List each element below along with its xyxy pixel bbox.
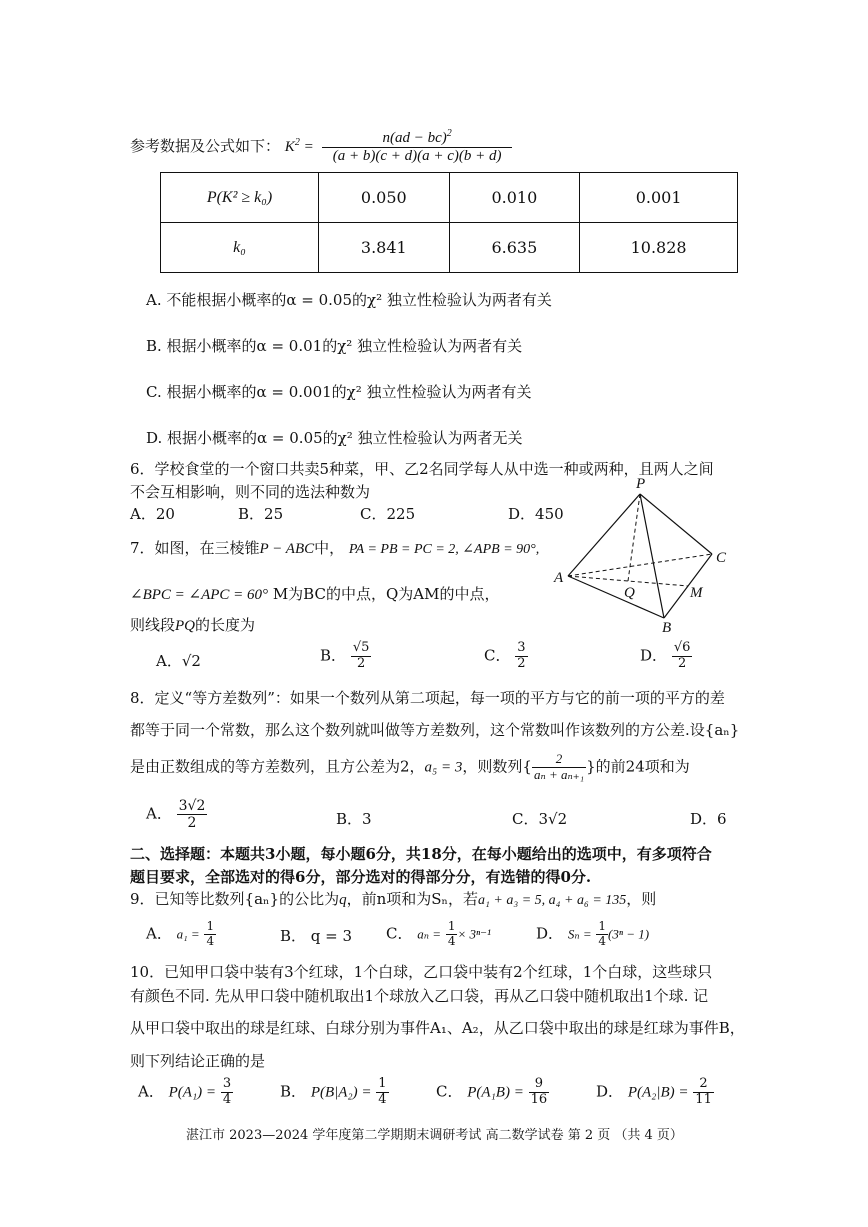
- q8-line1: 8．定义“等方差数列”：如果一个数列从第二项起，每一项的平方与它的前一项的平方的差: [130, 689, 725, 707]
- k2-symbol: $K^2$ =: [284, 136, 314, 155]
- label-c: C: [716, 550, 727, 566]
- table-cell: 6.635: [449, 223, 580, 273]
- edge-pa: [568, 494, 640, 576]
- q10-line2: 有颜色不同. 先从甲口袋中随机取出1个球放入乙口袋，再从乙口袋中随机取出1个球. 记: [130, 987, 709, 1005]
- q6-line2: 不会互相影响，则不同的选法种数为: [130, 483, 371, 501]
- q9-option-c: C． aₙ = $\frac{1}{4}$ × 3ⁿ⁻¹: [386, 919, 491, 948]
- section2-line1: 二、选择题：本题共3小题，每小题6分，共18分，在每小题给出的选项中，有多项符合: [130, 845, 712, 863]
- table-cell: 3.841: [319, 223, 450, 273]
- q6-option-a: A．20: [130, 505, 175, 523]
- table-row: [161, 223, 738, 273]
- q6-option-b: B．25: [238, 505, 284, 523]
- table-cell: 0.050: [319, 173, 450, 223]
- edge-pc: [640, 494, 712, 554]
- table-cell: 10.828: [580, 223, 738, 273]
- label-p: P: [636, 476, 646, 492]
- pyramid-figure: [548, 472, 738, 634]
- q10-line3: 从甲口袋中取出的球是红球、白球分别为事件A₁、A₂，从乙口袋中取出的球是红球为事件B，: [130, 1019, 745, 1037]
- q5-option-b: B. 根据小概率的α = 0.01的χ² 独立性检验认为两者有关: [146, 337, 523, 355]
- edge-ab: [568, 576, 664, 618]
- q8-option-c: C．3√2: [512, 810, 568, 828]
- table-header-p: P(K² ≥ k₀): [161, 173, 319, 223]
- q6-line1: 6．学校食堂的一个窗口共卖5种菜，甲、乙2名同学每人从中选一种或两种，且两人之间: [130, 460, 714, 478]
- table-cell: 0.010: [449, 173, 580, 223]
- q9-option-b: B． q = 3: [280, 927, 353, 945]
- k2-formula-fraction: $\frac{n(ad - bc)^2}{(a + b)(c + d)(a + c)(b + d)}$: [322, 128, 511, 166]
- segment-pq: [628, 494, 640, 581]
- q8-option-a: A． $\frac{3√2}{2}$: [146, 798, 206, 832]
- label-b: B: [662, 620, 672, 634]
- q10-line4: 则下列结论正确的是: [130, 1052, 266, 1070]
- table-cell: 0.001: [580, 173, 738, 223]
- q7-line1: 7．如图，在三棱锥P − ABC中， PA = PB = PC = 2, ∠APB = 90°,: [130, 539, 540, 557]
- table-row: [161, 173, 738, 223]
- reference-label: 参考数据及公式如下：: [130, 136, 281, 155]
- critical-value-table: [160, 172, 738, 273]
- label-q: Q: [624, 585, 635, 601]
- edge-pb: [640, 494, 664, 618]
- q9-line1: 9．已知等比数列{aₙ}的公比为q，前n项和为Sₙ，若a₁ + a₃ = 5, a₄ + a₆ = 135，则: [130, 890, 657, 908]
- q5-option-c: C. 根据小概率的α = 0.001的χ² 独立性检验认为两者有关: [146, 383, 532, 401]
- edge-ac-hidden: [568, 554, 712, 576]
- q9-option-d: D． Sₙ = $\frac{1}{4}$ (3ⁿ − 1): [536, 919, 650, 948]
- q8-line2: 都等于同一个常数，那么这个数列就叫做等方差数列，这个常数叫作该数列的方公差.设{aₙ}: [130, 721, 740, 739]
- q5-option-a: A. 不能根据小概率的α = 0.05的χ² 独立性检验认为两者有关: [146, 291, 552, 309]
- q6-option-d: D．450: [508, 505, 564, 523]
- reference-formula: [130, 128, 512, 166]
- q10-line1: 10．已知甲口袋中装有3个红球，1个白球，乙口袋中装有2个红球，1个白球，这些球只: [130, 963, 713, 981]
- label-m: M: [690, 585, 703, 601]
- page-footer: 湛江市 2023—2024 学年度第二学期期末调研考试 高二数学试卷 第 2 页 （共 4 页）: [186, 1128, 683, 1143]
- q8-option-d: D．6: [690, 810, 727, 828]
- q6-option-c: C．225: [360, 505, 416, 523]
- q10-option-c: C． P(A₁B) = $\frac{9}{16}$: [436, 1076, 548, 1107]
- q7-line3: 则线段PQ的长度为: [130, 616, 256, 634]
- q7-option-a: A．√2: [156, 652, 201, 670]
- label-a: A: [554, 570, 564, 586]
- q10-option-d: D． P(A₂|B) = $\frac{2}{11}$: [596, 1076, 712, 1107]
- q7-option-d: D． $\frac{√6}{2}$: [640, 640, 691, 671]
- q5-option-d: D. 根据小概率的α = 0.05的χ² 独立性检验认为两者无关: [146, 429, 523, 447]
- q8-option-b: B．3: [336, 810, 372, 828]
- q7-option-b: B． $\frac{√5}{2}$: [320, 640, 370, 671]
- q9-option-a: A． a₁ = $\frac{1}{4}$: [146, 919, 215, 948]
- q7-option-c: C． $\frac{3}{2}$: [484, 640, 526, 671]
- table-header-k: k₀: [161, 223, 319, 273]
- q10-option-a: A． P(A₁) = $\frac{3}{4}$: [138, 1076, 232, 1107]
- q8-sequence-fraction: $\frac{2}{\text{aₙ + aₙ₊₁}}$: [533, 751, 585, 782]
- q8-line3: 是由正数组成的等方差数列，且方公差为2，a₅ = 3，则数列{ $\frac{2}{\text{aₙ + aₙ₊₁}}$ }的前24项和为: [130, 751, 690, 782]
- q10-option-b: B． P(B|A₂) = $\frac{1}{4}$: [280, 1076, 387, 1107]
- q7-line2: ∠BPC = ∠APC = 60° M为BC的中点，Q为AM的中点，: [130, 585, 500, 603]
- section2-line2: 题目要求，全部选对的得6分，部分选对的得部分分，有选错的得0分.: [130, 868, 592, 886]
